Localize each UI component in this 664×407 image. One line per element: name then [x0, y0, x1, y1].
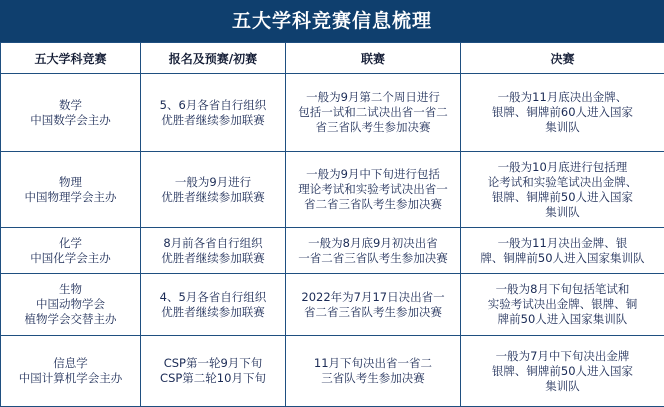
table-row — [1, 74, 664, 152]
league-cell — [286, 274, 461, 336]
organizer-secondary: 植物学会交替主办 — [5, 312, 136, 327]
cell-text-line: 银牌、铜牌前50人进入国家 — [465, 190, 660, 205]
cell-text-line: 省二省三省队考生参加决赛 — [290, 197, 456, 212]
cell-text-line: 集训队 — [465, 120, 660, 135]
cell-text-line: 一般为10月底进行包括理 — [465, 160, 660, 175]
table-row — [1, 228, 664, 274]
cell-text-line: 三省队考生参加决赛 — [290, 371, 456, 386]
subject-cell — [1, 74, 141, 152]
prelim-cell — [141, 152, 286, 228]
organizer: 中国数学会主办 — [5, 113, 136, 128]
cell-text-line: 一般为9月第二个周日进行 — [290, 90, 456, 105]
league-cell — [286, 228, 461, 274]
competition-table — [0, 42, 664, 407]
cell-text-line: 优胜者继续参加联赛 — [145, 190, 281, 205]
page-title: 五大学科竞赛信息梳理 — [0, 0, 664, 42]
subject-cell — [1, 274, 141, 336]
table-row — [1, 274, 664, 336]
cell-text-line: 实验考试决出金牌、银牌、铜 — [465, 297, 660, 312]
cell-text-line: 一般为9月进行 — [145, 175, 281, 190]
cell-text-line: 银牌、铜牌前50人进入国家 — [465, 364, 660, 379]
cell-text-line: 2022年为7月17日决出省一 — [290, 290, 456, 305]
header-prelim: 报名及预赛/初赛 — [141, 43, 286, 74]
cell-text-line: 理论考试和实验考试决出省一 — [290, 182, 456, 197]
cell-text-line: 5、6月各省自行组织 — [145, 98, 281, 113]
cell-text-line: 一般为9月中下旬进行包括 — [290, 167, 456, 182]
table-row — [1, 152, 664, 228]
cell-text-line: 包括一试和二试决出省一省二 — [290, 105, 456, 120]
organizer: 中国物理学会主办 — [5, 190, 136, 205]
organizer: 中国化学会主办 — [5, 251, 136, 266]
final-cell — [461, 336, 664, 407]
cell-text-line: 省三省队考生参加决赛 — [290, 120, 456, 135]
prelim-cell — [141, 336, 286, 407]
cell-text-line: 省二省三省队考生参加决赛 — [290, 305, 456, 320]
cell-text-line: 8月前各省自行组织 — [145, 236, 281, 251]
final-cell — [461, 228, 664, 274]
final-cell — [461, 152, 664, 228]
header-subject: 五大学科竞赛 — [1, 43, 141, 74]
subject-cell — [1, 336, 141, 407]
prelim-cell — [141, 228, 286, 274]
organizer: 中国计算机学会主办 — [5, 371, 136, 386]
cell-text-line: 优胜者继续参加联赛 — [145, 305, 281, 320]
cell-text-line: 集训队 — [465, 205, 660, 220]
cell-text-line: 一般为11月决出金牌、银 — [465, 236, 660, 251]
final-cell — [461, 274, 664, 336]
cell-text-line: 论考试和实验笔试决出金牌、 — [465, 175, 660, 190]
cell-text-line: 一般为8月底9月初决出省 — [290, 236, 456, 251]
cell-text-line: 4、5月各省自行组织 — [145, 290, 281, 305]
cell-text-line: 一般为8月下旬包括笔试和 — [465, 282, 660, 297]
cell-text-line: 优胜者继续参加联赛 — [145, 251, 281, 266]
subject-name: 化学 — [5, 236, 136, 251]
prelim-cell — [141, 274, 286, 336]
organizer: 中国动物学会 — [5, 297, 136, 312]
cell-text-line: 一省二省三省队考生参加决赛 — [290, 251, 456, 266]
league-cell — [286, 152, 461, 228]
final-cell — [461, 74, 664, 152]
cell-text-line: 牌、铜牌前50人进入国家集训队 — [465, 251, 660, 266]
cell-text-line: 一般为11月底决出金牌、 — [465, 90, 660, 105]
cell-text-line: 牌前50人进入国家集训队 — [465, 312, 660, 327]
subject-cell — [1, 228, 141, 274]
subject-cell — [1, 152, 141, 228]
cell-text-line: 优胜者继续参加联赛 — [145, 113, 281, 128]
cell-text-line: CSP第一轮9月下旬 — [145, 356, 281, 371]
cell-text-line: CSP第二轮10月下旬 — [145, 371, 281, 386]
cell-text-line: 集训队 — [465, 379, 660, 394]
cell-text-line: 11月下旬决出省一省二 — [290, 356, 456, 371]
subject-name: 物理 — [5, 175, 136, 190]
table-row — [1, 336, 664, 407]
header-final: 决赛 — [461, 43, 664, 74]
cell-text-line: 银牌、铜牌前60人进入国家 — [465, 105, 660, 120]
league-cell — [286, 74, 461, 152]
subject-name: 数学 — [5, 98, 136, 113]
table-body — [1, 74, 664, 407]
subject-name: 信息学 — [5, 356, 136, 371]
cell-text-line: 一般为7月中下旬决出金牌 — [465, 349, 660, 364]
subject-name: 生物 — [5, 282, 136, 297]
header-row — [1, 43, 664, 74]
header-league: 联赛 — [286, 43, 461, 74]
prelim-cell — [141, 74, 286, 152]
league-cell — [286, 336, 461, 407]
